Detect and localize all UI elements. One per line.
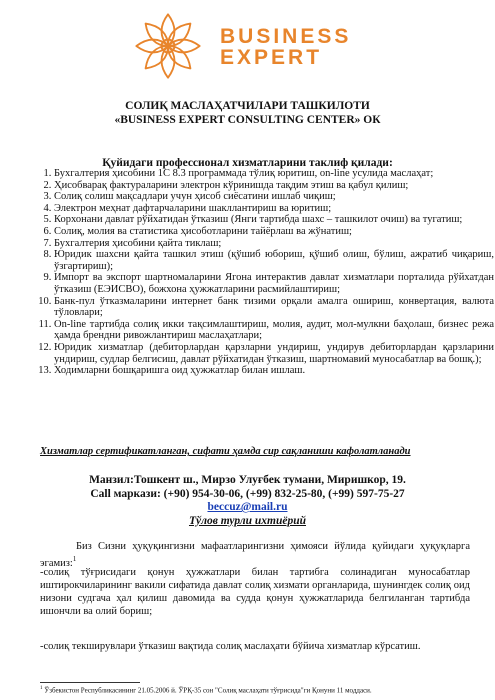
intro-text: Биз Сизни ҳуқуқингизни мафаатларингизни ҳимояси йўлида қуйидаги ҳуқуқларга эгамиз: (40, 541, 470, 569)
service-item: 6. Солиқ, молия ва статистика ҳисоботларини тайёрлаш ва жўнатиш; (54, 226, 494, 238)
footnote-divider (40, 682, 140, 683)
footnote-ref: 1 (72, 555, 77, 563)
service-item: 5. Корхонани давлат рўйхатидан ўтказиш (Янги тартибда шахс – ташкилот очиш) ва тугатиш; (54, 214, 494, 226)
service-item: 2. Ҳисобварақ фактураларини электрон кўринишда тақдим этиш ва қабул қилиш; (54, 180, 494, 192)
footnote-mark: 1 (40, 686, 43, 691)
phones-line: Call маркази: (+90) 954-30-06, (+99) 832-25-80, (+99) 597-75-27 (90, 487, 405, 500)
service-item: 13. Ходимларни бошқаришга оид ҳужжатлар билан ишлаш. (54, 365, 494, 377)
footnote-text: Ўзбекистон Республикасининг 21.05.2006 й. ЎРҚ-35 сон "Солиқ маслаҳати тўғрисида"ги Қонуни 11 моддаси. (44, 686, 372, 695)
service-item: 4. Электрон меҳнат дафтарчаларини шакллантириш ва юритиш; (54, 203, 494, 215)
services-list (30, 168, 494, 377)
brand-logo-icon (132, 10, 204, 82)
service-item: 12. Юридик хизматлар (дебиторлардан қарзларни ундириш, ундирув дебиторлардан қарзларини ундириш, судлар белгисиш, давлат рўйхатидан ўтказиш, шартномавий муносабатлар ва бошқ.); (54, 342, 494, 365)
payment-tagline: Тўлов турли ихтиёрий (188, 514, 307, 527)
org-heading (40, 100, 455, 127)
service-item: 1. Бухгалтерия ҳисобини 1С 8.3 программада тўлиқ юритиш, on-line усулида маслаҳат; (54, 168, 494, 180)
rights-paragraph-1: -солиқ тўғрисидаги қонун ҳужжатлари билан тартибга солинадиган муносабатлар иштирокчиларининг вакили сифатида давлат солиқ хизмати органларида, шунингдек солиқ оид низони судгача ҳал қилиш давомида ва судда қонун ҳужжатларида белгиланган тартибда ишончли ва олий бориш; (40, 567, 470, 617)
service-item: 11. On-line тартибда солиқ икки тақсимлаштириш, молия, аудит, мол-мулкни баҳолаш, бизнес режа ҳамда брендни ривожлантириш маслаҳатлари; (54, 319, 494, 342)
org-line-1: СОЛИҚ МАСЛАҲАТЧИЛАРИ ТАШКИЛОТИ (125, 100, 370, 112)
service-item: 7. Бухгалтерия ҳисобини қайта тиклаш; (54, 238, 494, 250)
contact-block (40, 474, 455, 528)
rights-paragraph-2: -солиқ текширувлари ўтказиш вақтида солиқ маслаҳати бўйича хизматлар кўрсатиш. (40, 641, 421, 652)
address-line: Манзил:Тошкент ш., Мирзо Улуғбек тумани, Миришкор, 19. (89, 474, 406, 486)
service-item: 8. Юридик шахсни қайта ташкил этиш (қўшиб юбориш, қўшиб олиш, бўлиш, ажратиб чиқариш, ўзгартириш); (54, 249, 494, 272)
email-link[interactable]: beccuz@mail.ru (207, 501, 288, 513)
brand-line-2: EXPERT (220, 46, 323, 69)
org-line-2: «BUSINESS EXPERT CONSULTING CENTER» ОК (114, 113, 381, 126)
offer-title: Қуйидаги профессионал хизматларини таклиф қилади: (102, 157, 393, 169)
brand-name (220, 26, 351, 68)
service-item: 9. Импорт ва экспорт шартномаларини Ягона интерактив давлат хизматлари порталида рўйхатдан ўтказиш (ЕЭИСВО), божхона ҳужжатларини расмийлаштириш; (54, 272, 494, 295)
service-item: 10. Банк-пул ўтказмаларини интернет банк тизими орқали амалга ошириш, конвертация, валюта тўловлари; (54, 296, 494, 319)
footnote (40, 686, 480, 694)
brand-line-1: BUSINESS (220, 25, 352, 48)
guarantee-line: Хизматлар сертификатланган, сифати ҳамда сир сақланиши кафолатланади (40, 446, 411, 457)
service-item: 3. Солиқ солиш мақсадлари учун ҳисоб сиёсатини ишлаб чиқиш; (54, 191, 494, 203)
